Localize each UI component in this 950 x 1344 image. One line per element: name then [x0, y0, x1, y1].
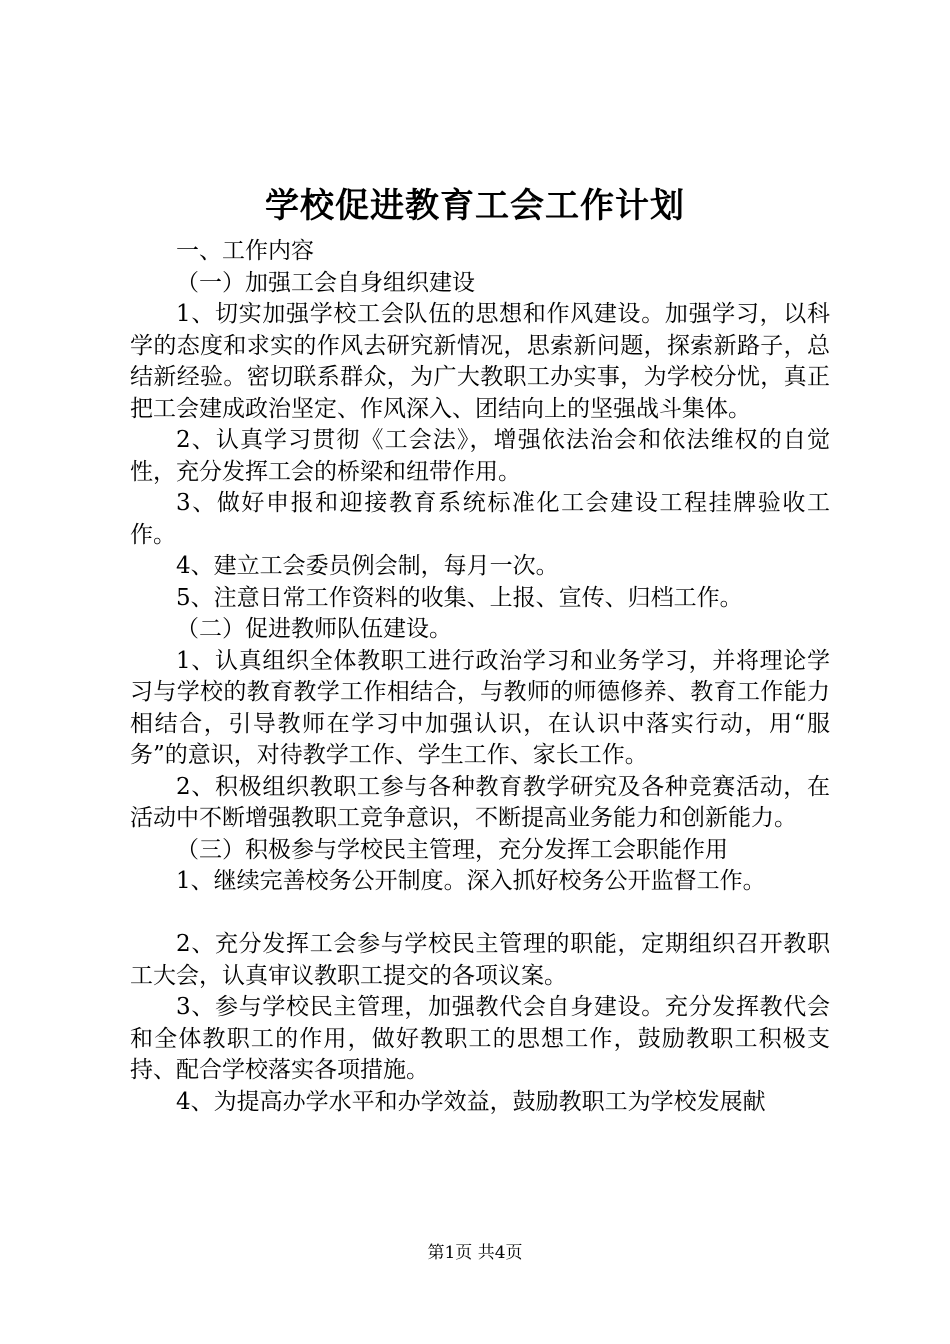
- subsection-heading-2: （二）促进教师队伍建设。: [176, 616, 452, 642]
- page-number-footer: 第1页 共4页: [427, 1243, 523, 1263]
- paragraph-1-5: 5、注意日常工作资料的收集、上报、宣传、归档工作。: [176, 584, 743, 611]
- paragraph-3-4: 4、为提高办学水平和办学效益，鼓励教职工为学校发展献: [176, 1088, 766, 1115]
- subsection-heading-3: （三）积极参与学校民主管理，充分发挥工会职能作用: [176, 836, 728, 863]
- paragraph-1-3: 3、做好申报和迎接教育系统标准化工会建设工程挂牌验收工作。: [130, 490, 830, 548]
- paragraph-2-1: 1、认真组织全体教职工进行政治学习和业务学习，并将理论学习与学校的教育教学工作相结合，与教师的师德修养、教育工作能力相结合，引导教师在学习中加强认识，在认识中落实行动，用“服务”的意识，对待教学工作、学生工作、家长工作。: [130, 647, 830, 768]
- paragraph-3-1: 1、继续完善校务公开制度。深入抓好校务公开监督工作。: [176, 868, 766, 894]
- paragraph-1-2: 2、认真学习贯彻《工会法》，增强依法治会和依法维权的自觉性，充分发挥工会的桥梁和纽带作用。: [130, 427, 830, 485]
- paragraph-3-3: 3、参与学校民主管理，加强教代会自身建设。充分发挥教代会和全体教职工的作用，做好教职工的思想工作，鼓励教职工积极支持、配合学校落实各项措施。: [130, 994, 830, 1083]
- paragraph-3-2: 2、充分发挥工会参与学校民主管理的职能，定期组织召开教职工大会，认真审议教职工提交的各项议案。: [130, 931, 830, 989]
- paragraph-2-2: 2、积极组织教职工参与各种教育教学研究及各种竞赛活动，在活动中不断增强教职工竞争意识，不断提高业务能力和创新能力。: [130, 773, 830, 831]
- document-title: 学校促进教育工会工作计划: [265, 186, 685, 226]
- document-body: [130, 236, 830, 1118]
- paragraph-1-4: 4、建立工会委员例会制，每月一次。: [176, 553, 559, 579]
- section-heading-work-content: 一、工作内容: [176, 238, 314, 264]
- blank-line: [130, 898, 830, 930]
- subsection-heading-1: （一）加强工会自身组织建设: [176, 269, 475, 296]
- paragraph-1-1: 1、切实加强学校工会队伍的思想和作风建设。加强学习，以科学的态度和求实的作风去研究新情况，思索新问题，探索新路子，总结新经验。密切联系群众，为广大教职工办实事，为学校分忧，真正把工会建成政治坚定、作风深入、团结向上的坚强战斗集体。: [130, 301, 830, 422]
